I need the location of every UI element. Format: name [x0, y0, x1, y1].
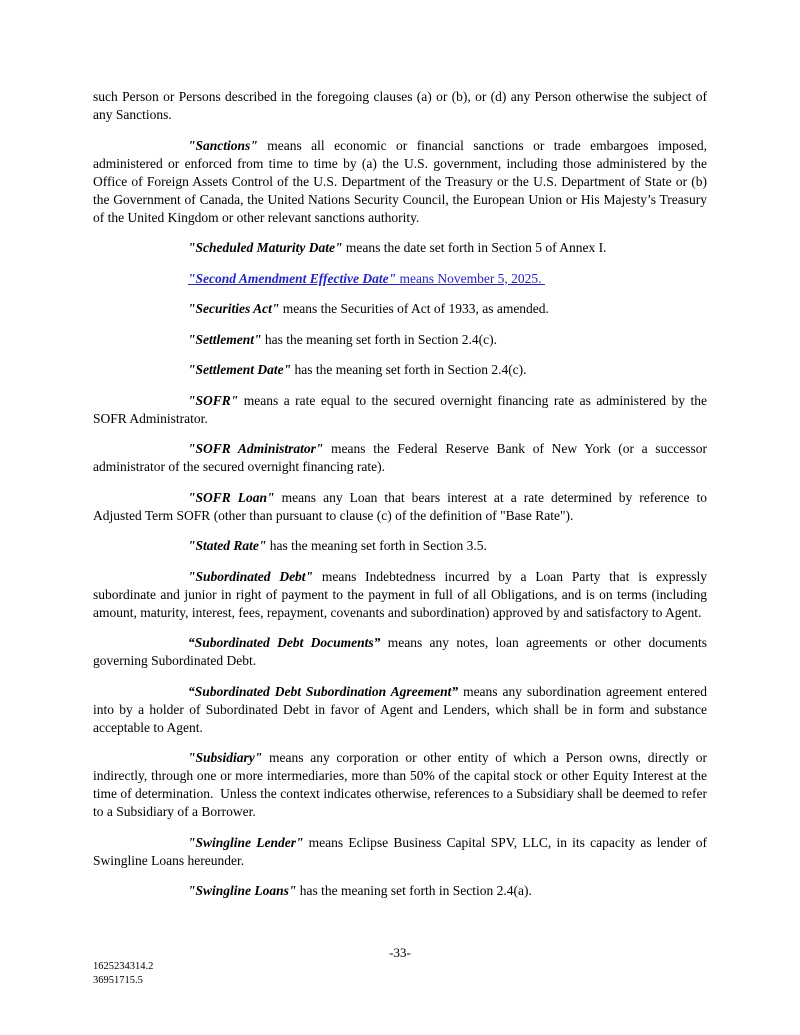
defined-term: "Swingline Loans" — [188, 883, 297, 898]
definition-text: means a rate equal to the secured overnight financing rate as administered by the SOFR Administrator. — [93, 392, 707, 426]
definition-text: means the Securities of Act of 1933, as amended. — [279, 301, 549, 316]
def-subordinated-debt-subordination-agreement — [93, 683, 707, 737]
defined-term: "SOFR Administrator" — [188, 441, 324, 456]
definition-text: has the meaning set forth in Section 3.5. — [266, 538, 487, 553]
def-stated-rate — [93, 537, 707, 555]
document-body — [93, 88, 707, 913]
defined-term: "Stated Rate" — [188, 538, 267, 553]
defined-term: "Second Amendment Effective Date" — [188, 270, 397, 286]
definition-text: means all economic or financial sanctions or trade embargoes imposed, administered or enforced from time to time by (a) the U.S. government, including those administered by the Office of Foreign Assets Control of the U.S. Department of the Treasury or the U.S. Department of State or (b) the Government of Canada, the United Nations Security Council, the European Union or His Majesty’s Treasury of the United Kingdom or other relevant sanctions authority. — [93, 137, 707, 225]
definition-text: has the meaning set forth in Section 2.4(c). — [291, 362, 527, 377]
paragraph-continuation — [93, 88, 707, 124]
definition-text: means any notes, loan agreements or other documents governing Subordinated Debt. — [93, 635, 707, 668]
definition-text: means Eclipse Business Capital SPV, LLC, in its capacity as lender of Swingline Loans hereunder. — [93, 834, 707, 868]
def-securities-act — [93, 300, 707, 318]
defined-term: "Settlement Date" — [188, 362, 292, 377]
defined-term: "Settlement" — [188, 331, 262, 347]
definition-text: means any corporation or other entity of which a Person owns, directly or indirectly, through one or more intermediaries, more than 50% of the capital stock or other Equity Interest at the time of determination. Unless the context indicates otherwise, references to a Subsidiary shall be deemed to refer to a Subsidiary of a Borrower. — [93, 750, 707, 819]
defined-term: "Scheduled Maturity Date" — [188, 240, 343, 255]
def-swingline-loans — [93, 882, 707, 900]
def-sanctions — [93, 137, 707, 227]
def-sofr — [93, 392, 707, 428]
defined-term: "Securities Act" — [188, 301, 280, 316]
defined-term: “Subordinated Debt Documents” — [188, 635, 381, 650]
definition-text: means the date set forth in Section 5 of Annex I. — [342, 240, 607, 255]
definition-text: has the meaning set forth in Section 2.4(a). — [296, 883, 532, 898]
defined-term: "Subordinated Debt" — [188, 568, 314, 584]
def-sofr-loan — [93, 489, 707, 525]
def-settlement-date — [93, 361, 707, 379]
def-scheduled-maturity-date — [93, 239, 707, 257]
inserted-underlined-text — [188, 271, 545, 286]
def-subordinated-debt-documents — [93, 634, 707, 670]
def-sofr-administrator — [93, 440, 707, 476]
definition-text: means any subordination agreement entered into by a holder of Subordinated Debt in favor of Agent and Lenders, which shall be in form and substance acceptable to Agent. — [93, 683, 707, 735]
def-second-amendment-effective-date-inserted-text — [93, 270, 707, 288]
def-swingline-lender — [93, 834, 707, 870]
definition-text: means Indebtedness incurred by a Loan Party that is expressly subordinate and junior in right of payment to the payment in full of all Obligations, and is on terms (including amount, maturity, interest, fees, repayment, covenants and subordination) approved by and satisfactory to Agent. — [93, 568, 707, 620]
def-subsidiary — [93, 749, 707, 821]
defined-term: "Sanctions" — [188, 137, 258, 153]
page-number: -33- — [389, 945, 411, 960]
document-id-block — [93, 960, 153, 987]
defined-term: "Subsidiary" — [188, 750, 263, 765]
definition-text: means the Federal Reserve Bank of New York (or a successor administrator of the secured overnight financing rate). — [93, 441, 707, 474]
definition-text: means November 5, 2025. — [396, 270, 545, 286]
document-id-1: 1625234314.2 — [93, 961, 154, 972]
def-subordinated-debt — [93, 568, 707, 622]
paragraph-text: such Person or Persons described in the foregoing clauses (a) or (b), or (d) any Person otherwise the subject of any Sanctions. — [93, 89, 707, 122]
defined-term: "SOFR Loan" — [188, 489, 275, 505]
defined-term: "SOFR" — [188, 392, 239, 408]
definition-text: means any Loan that bears interest at a rate determined by reference to Adjusted Term SOFR (other than pursuant to clause (c) of the definition of "Base Rate"). — [93, 489, 707, 523]
def-settlement — [93, 331, 707, 349]
document-id-2: 36951715.5 — [93, 974, 143, 986]
defined-term: "Swingline Lender" — [188, 834, 304, 850]
definition-text: has the meaning set forth in Section 2.4(c). — [261, 331, 497, 347]
defined-term: “Subordinated Debt Subordination Agreement” — [188, 683, 459, 699]
